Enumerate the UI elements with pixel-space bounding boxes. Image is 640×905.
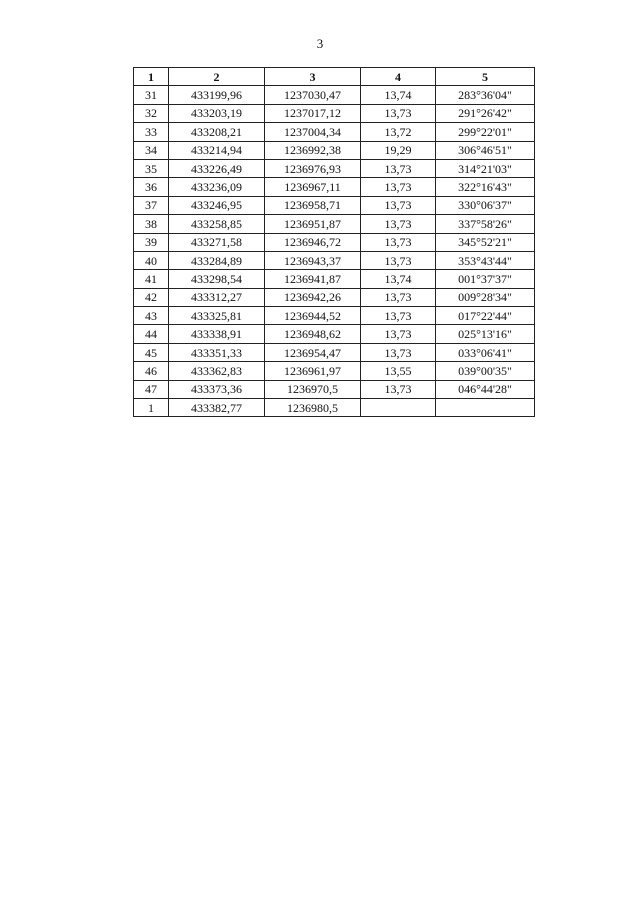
x-coordinate-cell: 433199,96 — [169, 86, 265, 104]
x-coordinate-cell: 433373,36 — [169, 380, 265, 398]
table-row — [134, 399, 535, 417]
distance-cell: 13,55 — [361, 362, 436, 380]
y-coordinate-cell: 1236967,11 — [265, 178, 361, 196]
page-number: 3 — [316, 36, 324, 51]
column-header-1: 1 — [134, 68, 169, 86]
table-row — [134, 343, 535, 361]
y-coordinate-cell: 1236948,62 — [265, 325, 361, 343]
distance-cell: 19,29 — [361, 141, 436, 159]
distance-cell: 13,74 — [361, 86, 436, 104]
point-number-cell: 36 — [134, 178, 169, 196]
x-coordinate-cell: 433312,27 — [169, 288, 265, 306]
table-row — [134, 270, 535, 288]
point-number-cell: 37 — [134, 196, 169, 214]
x-coordinate-cell: 433382,77 — [169, 399, 265, 417]
x-coordinate-cell: 433236,09 — [169, 178, 265, 196]
y-coordinate-cell: 1237017,12 — [265, 104, 361, 122]
x-coordinate-cell: 433325,81 — [169, 307, 265, 325]
distance-cell: 13,73 — [361, 288, 436, 306]
table-row — [134, 159, 535, 177]
table-row — [134, 178, 535, 196]
table-row — [134, 233, 535, 251]
table-row — [134, 380, 535, 398]
x-coordinate-cell: 433226,49 — [169, 159, 265, 177]
y-coordinate-cell: 1236976,93 — [265, 159, 361, 177]
bearing-cell: 039°00'35" — [436, 362, 535, 380]
bearing-cell: 291°26'42" — [436, 104, 535, 122]
x-coordinate-cell: 433258,85 — [169, 215, 265, 233]
table-row — [134, 86, 535, 104]
distance-cell: 13,73 — [361, 380, 436, 398]
y-coordinate-cell: 1236961,97 — [265, 362, 361, 380]
x-coordinate-cell: 433351,33 — [169, 343, 265, 361]
x-coordinate-cell: 433338,91 — [169, 325, 265, 343]
bearing-cell: 345°52'21" — [436, 233, 535, 251]
table-row — [134, 325, 535, 343]
coordinates-table — [133, 67, 535, 417]
y-coordinate-cell: 1236943,37 — [265, 251, 361, 269]
table-header-row — [134, 68, 535, 86]
distance-cell: 13,73 — [361, 159, 436, 177]
table-row — [134, 196, 535, 214]
table-body — [134, 86, 535, 417]
y-coordinate-cell: 1237030,47 — [265, 86, 361, 104]
distance-cell: 13,72 — [361, 123, 436, 141]
table-row — [134, 104, 535, 122]
distance-cell: 13,73 — [361, 343, 436, 361]
y-coordinate-cell: 1236941,87 — [265, 270, 361, 288]
bearing-cell — [436, 399, 535, 417]
bearing-cell: 353°43'44" — [436, 251, 535, 269]
bearing-cell: 046°44'28" — [436, 380, 535, 398]
y-coordinate-cell: 1236958,71 — [265, 196, 361, 214]
point-number-cell: 34 — [134, 141, 169, 159]
point-number-cell: 45 — [134, 343, 169, 361]
distance-cell — [361, 399, 436, 417]
y-coordinate-cell: 1236992,38 — [265, 141, 361, 159]
x-coordinate-cell: 433362,83 — [169, 362, 265, 380]
point-number-cell: 38 — [134, 215, 169, 233]
x-coordinate-cell: 433298,54 — [169, 270, 265, 288]
bearing-cell: 001°37'37" — [436, 270, 535, 288]
column-header-5: 5 — [436, 68, 535, 86]
point-number-cell: 40 — [134, 251, 169, 269]
distance-cell: 13,74 — [361, 270, 436, 288]
y-coordinate-cell: 1237004,34 — [265, 123, 361, 141]
distance-cell: 13,73 — [361, 307, 436, 325]
point-number-cell: 31 — [134, 86, 169, 104]
column-header-4: 4 — [361, 68, 436, 86]
point-number-cell: 46 — [134, 362, 169, 380]
point-number-cell: 42 — [134, 288, 169, 306]
distance-cell: 13,73 — [361, 215, 436, 233]
table-row — [134, 215, 535, 233]
point-number-cell: 35 — [134, 159, 169, 177]
point-number-cell: 43 — [134, 307, 169, 325]
column-header-3: 3 — [265, 68, 361, 86]
table-row — [134, 123, 535, 141]
y-coordinate-cell: 1236980,5 — [265, 399, 361, 417]
table-row — [134, 362, 535, 380]
point-number-cell: 47 — [134, 380, 169, 398]
x-coordinate-cell: 433214,94 — [169, 141, 265, 159]
distance-cell: 13,73 — [361, 233, 436, 251]
bearing-cell: 017°22'44" — [436, 307, 535, 325]
point-number-cell: 32 — [134, 104, 169, 122]
y-coordinate-cell: 1236970,5 — [265, 380, 361, 398]
bearing-cell: 283°36'04" — [436, 86, 535, 104]
x-coordinate-cell: 433203,19 — [169, 104, 265, 122]
point-number-cell: 39 — [134, 233, 169, 251]
y-coordinate-cell: 1236951,87 — [265, 215, 361, 233]
bearing-cell: 306°46'51" — [436, 141, 535, 159]
y-coordinate-cell: 1236942,26 — [265, 288, 361, 306]
bearing-cell: 299°22'01" — [436, 123, 535, 141]
x-coordinate-cell: 433284,89 — [169, 251, 265, 269]
distance-cell: 13,73 — [361, 196, 436, 214]
bearing-cell: 314°21'03" — [436, 159, 535, 177]
distance-cell: 13,73 — [361, 251, 436, 269]
point-number-cell: 44 — [134, 325, 169, 343]
x-coordinate-cell: 433271,58 — [169, 233, 265, 251]
bearing-cell: 337°58'26" — [436, 215, 535, 233]
table-row — [134, 141, 535, 159]
y-coordinate-cell: 1236946,72 — [265, 233, 361, 251]
bearing-cell: 322°16'43" — [436, 178, 535, 196]
y-coordinate-cell: 1236954,47 — [265, 343, 361, 361]
point-number-cell: 41 — [134, 270, 169, 288]
table-row — [134, 251, 535, 269]
table-row — [134, 288, 535, 306]
point-number-cell: 1 — [134, 399, 169, 417]
distance-cell: 13,73 — [361, 178, 436, 196]
distance-cell: 13,73 — [361, 325, 436, 343]
bearing-cell: 009°28'34" — [436, 288, 535, 306]
x-coordinate-cell: 433246,95 — [169, 196, 265, 214]
point-number-cell: 33 — [134, 123, 169, 141]
bearing-cell: 033°06'41" — [436, 343, 535, 361]
distance-cell: 13,73 — [361, 104, 436, 122]
x-coordinate-cell: 433208,21 — [169, 123, 265, 141]
column-header-2: 2 — [169, 68, 265, 86]
bearing-cell: 025°13'16" — [436, 325, 535, 343]
y-coordinate-cell: 1236944,52 — [265, 307, 361, 325]
table-row — [134, 307, 535, 325]
bearing-cell: 330°06'37" — [436, 196, 535, 214]
